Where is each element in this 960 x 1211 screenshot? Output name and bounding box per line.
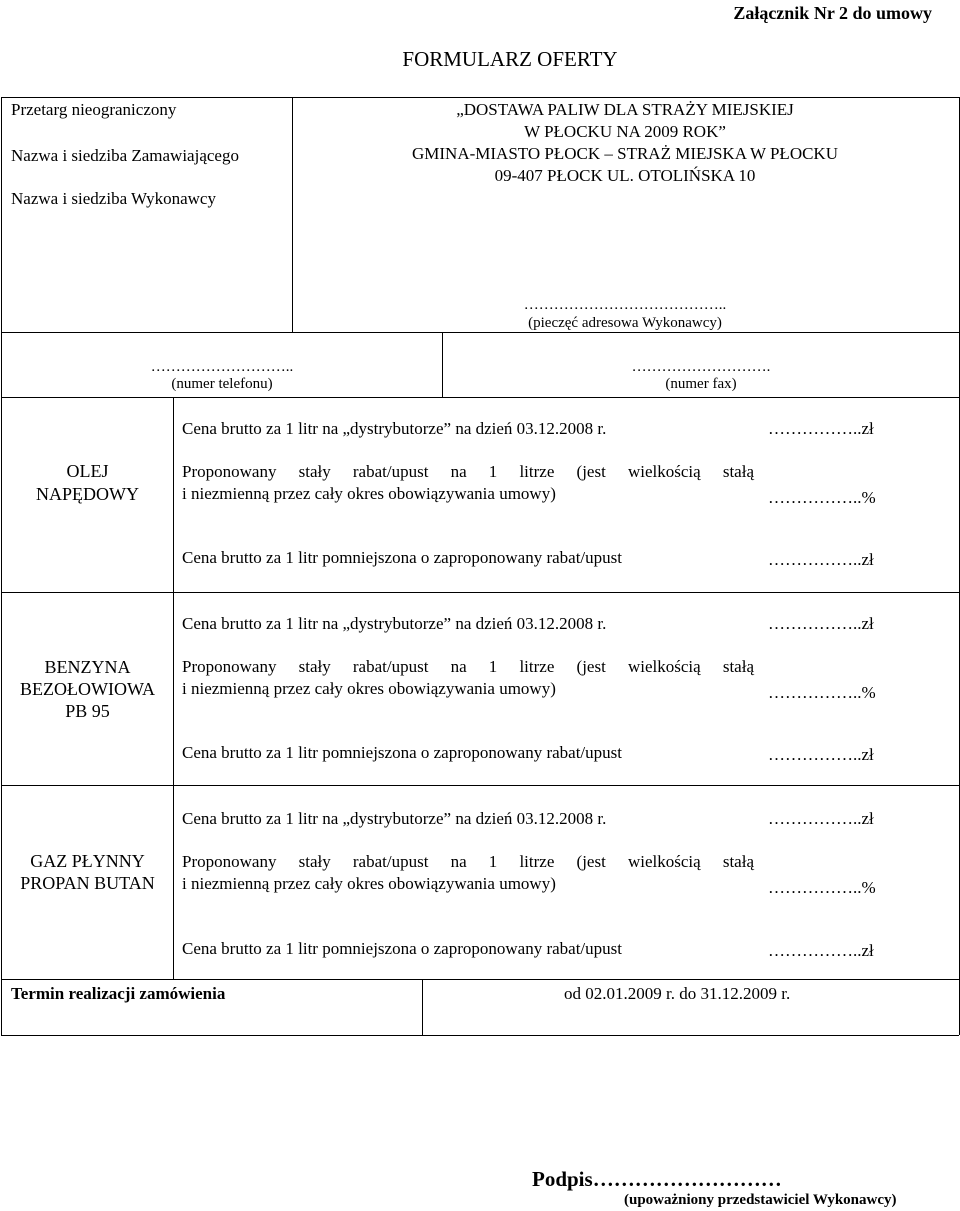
reduced-price-label: Cena brutto za 1 litr pomniejszona o zaproponowany rabat/upust: [182, 548, 622, 567]
fuel-name-line1: BENZYNA: [44, 657, 131, 677]
term-label: Termin realizacji zamówienia: [11, 984, 226, 1003]
discount-value: ……………..%: [768, 683, 876, 702]
discount-label-line1: Proponowany stały rabat/upust na 1 litrze (jest wielkością stałą: [182, 462, 754, 481]
fuel-name-line1: GAZ PŁYNNY: [30, 851, 145, 871]
fuel-name-line2: BEZOŁOWIOWA: [20, 679, 155, 699]
annex-label: Załącznik Nr 2 do umowy: [733, 3, 932, 23]
tender-name-line1: „DOSTAWA PALIW DLA STRAŻY MIEJSKIEJ: [456, 100, 794, 119]
fax-placeholder: ……………………….: [631, 359, 771, 375]
discount-label-line2: i niezmienną przez cały okres obowiązywania umowy): [182, 874, 556, 893]
price-value: ……………..zł: [768, 419, 874, 438]
reduced-price-value: ……………..zł: [768, 941, 874, 960]
stamp-caption: (pieczęć adresowa Wykonawcy): [528, 315, 722, 331]
discount-label-line2: i niezmienną przez cały okres obowiązywania umowy): [182, 679, 556, 698]
price-value: ……………..zł: [768, 614, 874, 633]
reduced-price-label: Cena brutto za 1 litr pomniejszona o zaproponowany rabat/upust: [182, 939, 622, 958]
discount-label-line2: i niezmienną przez cały okres obowiązywania umowy): [182, 484, 556, 503]
signature-dots: ………………………: [592, 1167, 782, 1191]
reduced-price-label: Cena brutto za 1 litr pomniejszona o zaproponowany rabat/upust: [182, 743, 622, 762]
fuel-name-line2: NAPĘDOWY: [36, 484, 139, 504]
contractor-label: Nazwa i siedziba Wykonawcy: [11, 189, 216, 208]
phone-caption: (numer telefonu): [171, 376, 273, 392]
ordering-party-label: Nazwa i siedziba Zamawiającego: [11, 146, 239, 165]
signature-caption: (upoważniony przedstawiciel Wykonawcy): [624, 1192, 897, 1208]
discount-value: ……………..%: [768, 878, 876, 897]
discount-label-line1: Proponowany stały rabat/upust na 1 litrze (jest wielkością stałą: [182, 852, 754, 871]
tender-label: Przetarg nieograniczony: [11, 100, 177, 119]
fuel-name-line2: PROPAN BUTAN: [20, 873, 155, 893]
signature-line: [532, 1166, 782, 1192]
discount-label-line1: Proponowany stały rabat/upust na 1 litrze (jest wielkością stałą: [182, 657, 754, 676]
price-value: ……………..zł: [768, 809, 874, 828]
price-label: Cena brutto za 1 litr na „dystrybutorze” na dzień 03.12.2008 r.: [182, 419, 607, 438]
ordering-party-name: GMINA-MIASTO PŁOCK – STRAŻ MIEJSKA W PŁOCKU: [412, 144, 838, 163]
phone-placeholder: ………………………..: [150, 359, 294, 375]
discount-value: ……………..%: [768, 488, 876, 507]
signature-label: Podpis: [532, 1167, 593, 1191]
fax-caption: (numer fax): [665, 376, 737, 392]
reduced-price-value: ……………..zł: [768, 550, 874, 569]
form-title: FORMULARZ OFERTY: [402, 47, 618, 71]
fuel-name-line1: OLEJ: [66, 461, 109, 481]
fuel-name-line3: PB 95: [65, 701, 110, 721]
ordering-party-address: 09-407 PŁOCK UL. OTOLIŃSKA 10: [494, 166, 756, 185]
reduced-price-value: ……………..zł: [768, 745, 874, 764]
term-value: od 02.01.2009 r. do 31.12.2009 r.: [564, 984, 791, 1003]
price-label: Cena brutto za 1 litr na „dystrybutorze” na dzień 03.12.2008 r.: [182, 809, 607, 828]
stamp-placeholder: …………………………………..: [523, 297, 727, 313]
price-label: Cena brutto za 1 litr na „dystrybutorze” na dzień 03.12.2008 r.: [182, 614, 607, 633]
tender-name-line2: W PŁOCKU NA 2009 ROK”: [524, 122, 726, 141]
